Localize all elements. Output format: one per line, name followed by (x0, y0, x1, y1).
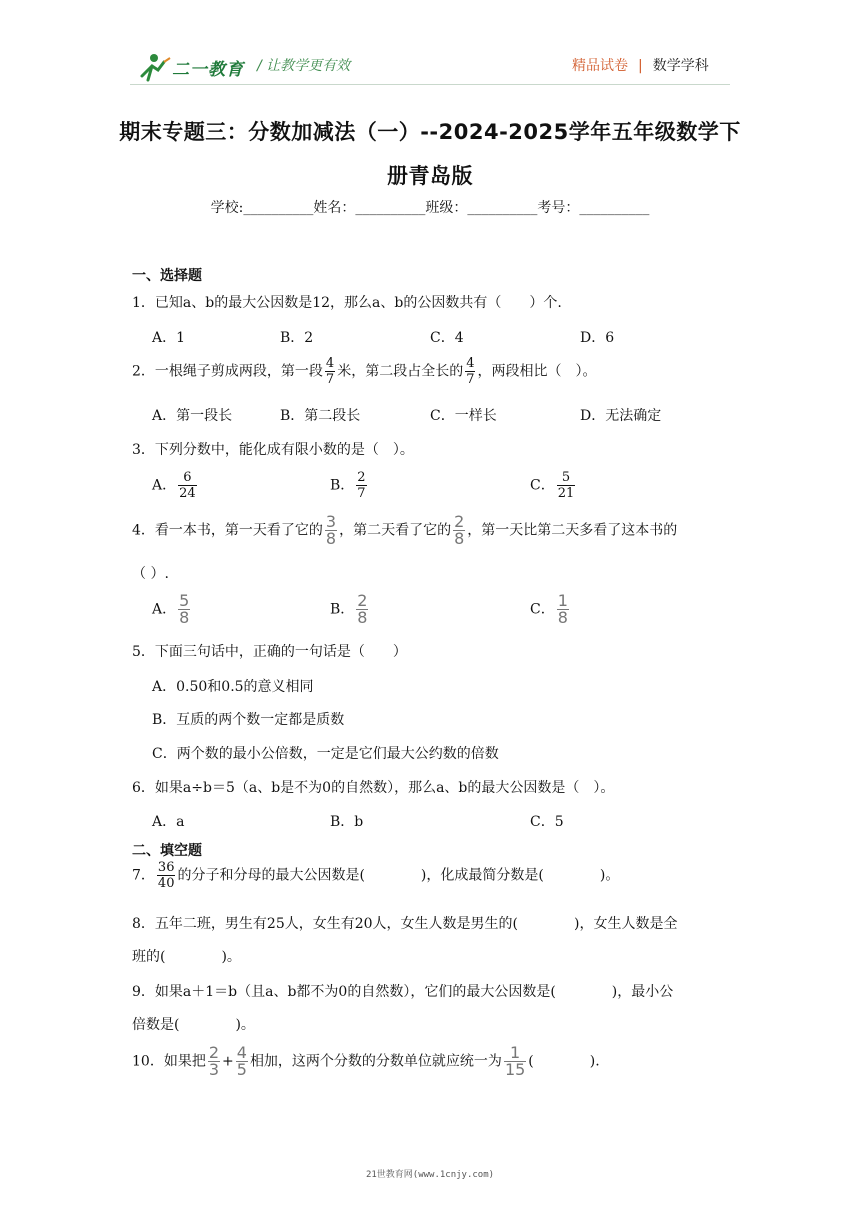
q4-option-c (530, 593, 571, 626)
numerator: 36 (157, 860, 175, 875)
q6-option-c: C．5 (530, 814, 564, 830)
question-9-line1: 9．如果a＋1＝b（且a、b都不为0的自然数），它们的最大公因数是( )，最小公 (132, 984, 674, 1000)
header-divider (130, 84, 730, 85)
numerator: 5 (179, 591, 190, 610)
fraction (157, 860, 176, 891)
q3-option-b (330, 470, 369, 501)
numerator: 2 (208, 1043, 220, 1062)
q6-option-a: A．a (152, 814, 185, 830)
q3-option-c (530, 470, 577, 501)
fraction (178, 470, 197, 501)
plus-sign: + (222, 1053, 234, 1070)
fraction (504, 1045, 526, 1078)
q10-text-1: 10．如果把 (132, 1053, 206, 1070)
option-label: C． (530, 477, 555, 494)
fraction (453, 514, 465, 547)
q1-option-a: A．1 (152, 330, 186, 346)
numerator: 4 (236, 1043, 247, 1062)
question-2 (132, 356, 596, 387)
question-9-line2: 倍数是( )。 (132, 1017, 255, 1033)
numerator: 1 (557, 591, 568, 610)
page-title-line2: 册青岛版 (387, 164, 473, 188)
q3-option-a (152, 470, 199, 501)
option-label: A． (152, 601, 177, 618)
q5-option-a: A．0.50和0.5的意义相同 (152, 679, 314, 695)
q4-text-3: ，第一天比第二天多看了这本书的 (467, 522, 678, 539)
question-10 (132, 1045, 600, 1078)
fraction (325, 356, 335, 387)
denominator: 24 (179, 486, 196, 501)
fraction (236, 1045, 248, 1078)
denominator: 3 (208, 1060, 220, 1079)
q4-option-b (330, 593, 370, 626)
question-8-line2: 班的( )。 (132, 949, 241, 965)
q10-text-3: ( ). (528, 1053, 600, 1070)
question-5: 5．下面三句话中，正确的一句话是（ ） (132, 644, 407, 660)
section-choice-heading: 一、选择题 (132, 268, 202, 284)
numerator: 6 (183, 470, 192, 485)
question-6: 6．如果a÷b＝5（a、b是不为0的自然数），那么a、b的最大公因数是（ ）。 (132, 780, 615, 796)
q7-text: 的分子和分母的最大公因数是( )，化成最简分数是( )。 (177, 867, 620, 884)
q1-option-c: C．4 (430, 330, 464, 346)
denominator: 7 (325, 372, 335, 387)
option-label: B． (330, 601, 355, 618)
q2-option-a: A．第一段长 (152, 408, 233, 424)
page-title-line1: 期末专题三：分数加减法（一）--2024-2025学年五年级数学下 (119, 120, 741, 144)
question-1: 1．已知a、b的最大公因数是12，那么a、b的公因数共有（ ）个. (132, 295, 562, 311)
q5-option-b: B．互质的两个数一定都是质数 (152, 712, 345, 728)
q2-option-d: D．无法确定 (580, 408, 662, 424)
q1-option-b: B．2 (280, 330, 314, 346)
option-label: C． (530, 601, 555, 618)
fraction (325, 514, 337, 547)
numerator: 2 (454, 512, 465, 531)
denominator: 8 (454, 529, 465, 548)
question-4 (132, 514, 677, 547)
denominator: 5 (236, 1060, 247, 1079)
q4-option-a (152, 593, 192, 626)
q2-option-b: B．第二段长 (280, 408, 361, 424)
tag-subject: 数学学科 (652, 58, 709, 74)
denominator: 7 (357, 486, 366, 501)
denominator: 8 (357, 608, 368, 627)
numerator: 2 (357, 470, 366, 485)
fraction (557, 593, 569, 626)
fraction (557, 470, 576, 501)
tag-separator: | (638, 58, 643, 74)
slogan: / 让教学更有效 (257, 58, 351, 74)
question-8-line1: 8．五年二班，男生有25人，女生有20人，女生人数是男生的( )，女生人数是全 (132, 916, 678, 932)
q10-text-2: 相加，这两个分数的分数单位就应统一为 (249, 1053, 502, 1070)
q2-option-c: C．一样长 (430, 408, 497, 424)
denominator: 7 (466, 372, 475, 387)
fraction (356, 593, 368, 626)
denominator: 8 (179, 608, 190, 627)
question-4-line2: （ ）. (132, 566, 169, 582)
section-fill-heading: 二、填空题 (132, 843, 202, 859)
q4-text-1: 4．看一本书，第一天看了它的 (132, 522, 323, 539)
option-label: A． (152, 477, 177, 494)
q5-option-c: C．两个数的最小公倍数，一定是它们最大公约数的倍数 (152, 746, 499, 762)
q6-option-b: B．b (330, 814, 364, 830)
numerator: 1 (510, 1043, 521, 1062)
numerator: 2 (357, 591, 368, 610)
numerator: 4 (325, 356, 335, 371)
q2-text-1: 2．一根绳子剪成两段，第一段 (132, 363, 323, 380)
denominator: 40 (157, 876, 175, 891)
numerator: 3 (325, 512, 337, 531)
student-info-line: 学校:__________姓名：__________班级：__________考号：__________ (210, 200, 650, 216)
page-footer: 21世教育网(www.1cnjy.com) (365, 1170, 495, 1180)
q2-text-2: 米，第二段占全长的 (337, 363, 464, 380)
q2-text-3: ，两段相比（ ）。 (477, 363, 597, 380)
question-7 (132, 860, 619, 891)
denominator: 21 (557, 486, 575, 501)
option-label: B． (330, 477, 355, 494)
numerator: 5 (561, 470, 571, 485)
q1-option-d: D．6 (580, 330, 615, 346)
question-3: 3．下列分数中，能化成有限小数的是（ ）。 (132, 442, 414, 458)
fraction (465, 356, 475, 387)
denominator: 15 (504, 1060, 526, 1079)
fraction (356, 470, 366, 501)
fraction (178, 593, 190, 626)
tag-premium: 精品试卷 (572, 58, 628, 74)
q7-number: 7． (132, 867, 155, 884)
numerator: 4 (466, 356, 475, 371)
fraction (208, 1045, 220, 1078)
q4-text-2: ，第二天看了它的 (339, 522, 452, 539)
header-tags (572, 55, 709, 75)
denominator: 8 (557, 608, 568, 627)
denominator: 8 (325, 529, 337, 548)
logo-text: 二一教育 (172, 60, 244, 80)
